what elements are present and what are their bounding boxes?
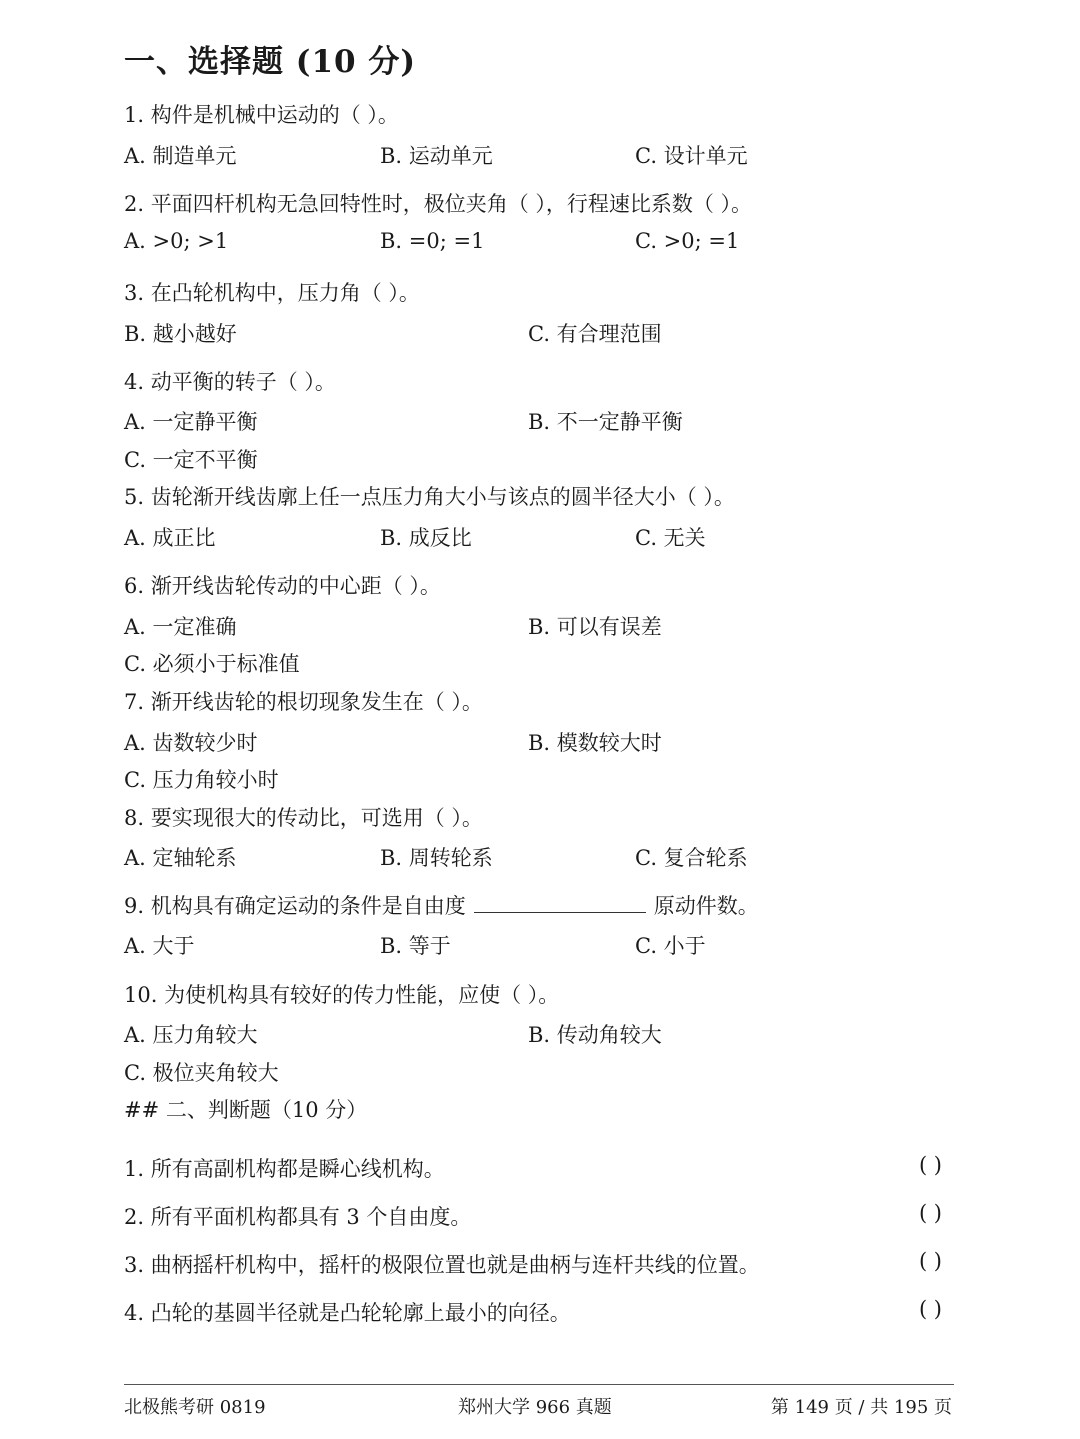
question-3: 3. 在凸轮机构中，压力角（ ）。	[124, 281, 420, 305]
option: B. 运动单元	[380, 144, 493, 168]
option: A. 定轴轮系	[124, 846, 237, 870]
option: C. 复合轮系	[635, 846, 748, 870]
question-9-prefix: 9. 机构具有确定运动的条件是自由度	[124, 894, 466, 918]
option: C. >0; =1	[635, 229, 740, 253]
footer-page-number: 第 149 页 / 共 195 页	[770, 1397, 952, 1418]
option: B. 成反比	[380, 526, 472, 550]
question-2: 2. 平面四杆机构无急回特性时，极位夹角（ ），行程速比系数（ ）。	[124, 192, 753, 216]
option: B. 传动角较大	[528, 1023, 662, 1047]
option: C. 小于	[635, 934, 706, 958]
section-title-choice: 一、选择题 (10 分)	[124, 44, 417, 80]
question-10: 10. 为使机构具有较好的传力性能，应使（ ）。	[124, 983, 560, 1007]
option: A. 压力角较大	[124, 1023, 258, 1047]
option: C. 必须小于标准值	[124, 652, 300, 676]
option: C. 无关	[635, 526, 706, 550]
judgment-text: 1. 所有高副机构都是瞬心线机构。	[124, 1157, 445, 1181]
option: C. 压力角较小时	[124, 768, 279, 792]
judgment-text: 3. 曲柄摇杆机构中，摇杆的极限位置也就是曲柄与连杆共线的位置。	[124, 1253, 760, 1277]
footer-divider	[124, 1384, 954, 1385]
question-9-suffix: 原动件数。	[653, 894, 759, 918]
option: A. 一定准确	[124, 615, 237, 639]
option: B. 越小越好	[124, 322, 237, 346]
answer-paren: ( )	[918, 1249, 942, 1273]
section-title-judgment: ## 二、判断题（10 分）	[124, 1098, 368, 1122]
question-9	[124, 890, 759, 920]
option: B. 周转轮系	[380, 846, 493, 870]
answer-paren: ( )	[918, 1153, 942, 1177]
option: A. 一定静平衡	[124, 410, 258, 434]
footer-left: 北极熊考研 0819	[124, 1397, 266, 1418]
question-1: 1. 构件是机械中运动的（ ）。	[124, 103, 399, 127]
exam-page	[124, 0, 954, 1439]
judgment-item	[124, 1201, 942, 1231]
judgment-item	[124, 1297, 942, 1327]
question-4: 4. 动平衡的转子（ ）。	[124, 370, 336, 394]
option: C. 极位夹角较大	[124, 1061, 279, 1085]
option: B. 可以有误差	[528, 615, 662, 639]
question-6: 6. 渐开线齿轮传动的中心距（ ）。	[124, 574, 441, 598]
option: A. 大于	[124, 934, 195, 958]
option: A. 成正比	[124, 526, 216, 550]
option: C. 有合理范围	[528, 322, 662, 346]
judgment-text: 2. 所有平面机构都具有 3 个自由度。	[124, 1205, 472, 1229]
option: C. 设计单元	[635, 144, 748, 168]
option: B. 等于	[380, 934, 451, 958]
question-7: 7. 渐开线齿轮的根切现象发生在（ ）。	[124, 690, 483, 714]
question-5: 5. 齿轮渐开线齿廓上任一点压力角大小与该点的圆半径大小（ ）。	[124, 485, 735, 509]
question-8: 8. 要实现很大的传动比，可选用（ ）。	[124, 806, 483, 830]
answer-paren: ( )	[918, 1297, 942, 1321]
option: A. 齿数较少时	[124, 731, 258, 755]
option: B. 不一定静平衡	[528, 410, 683, 434]
option: C. 一定不平衡	[124, 448, 258, 472]
answer-paren: ( )	[918, 1201, 942, 1225]
option: A. >0; >1	[124, 229, 229, 253]
footer-center: 郑州大学 966 真题	[458, 1397, 612, 1418]
judgment-item	[124, 1249, 942, 1279]
answer-blank	[474, 894, 646, 913]
judgment-text: 4. 凸轮的基圆半径就是凸轮轮廓上最小的向径。	[124, 1301, 571, 1325]
judgment-item	[124, 1153, 942, 1183]
option: A. 制造单元	[124, 144, 237, 168]
option: B. =0; =1	[380, 229, 485, 253]
option: B. 模数较大时	[528, 731, 662, 755]
